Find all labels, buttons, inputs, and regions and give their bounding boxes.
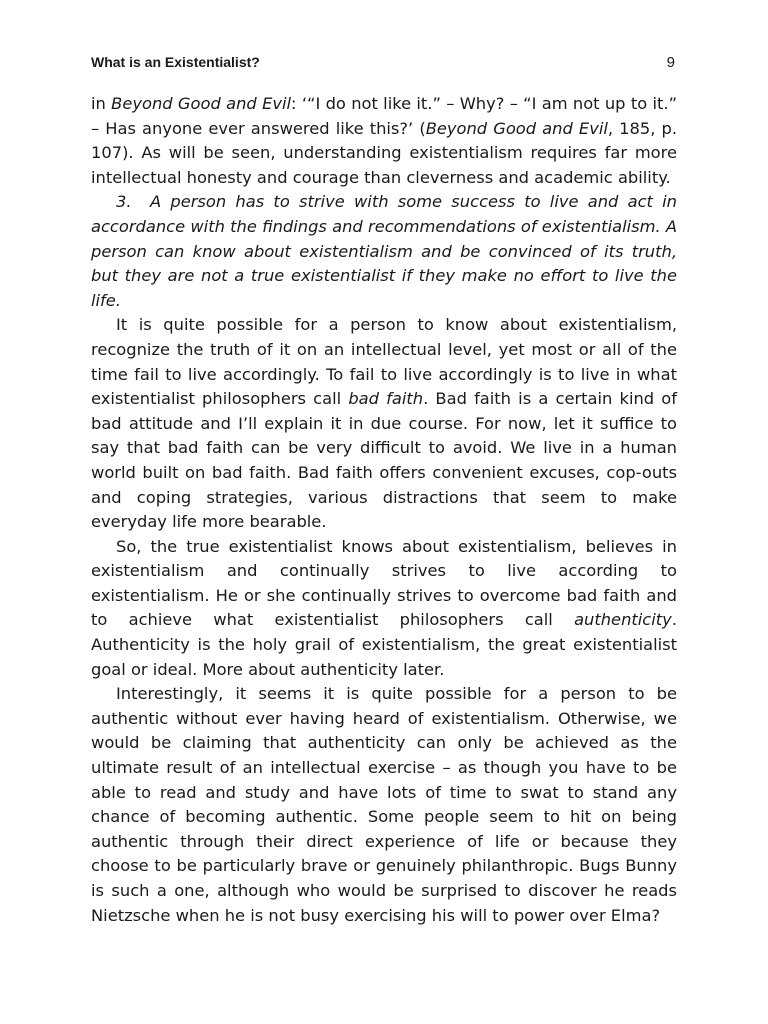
term-emphasis: authenticity [574,610,672,630]
text-run: So, the true existentialist knows about existentialism, believes in existentialism and continually strives to live according to existentialism. He or she continually strives to overcome bad faith and to achieve what existentialist philosophers call [91,536,677,630]
paragraph-authenticity [91,535,677,683]
term-emphasis: bad faith [348,389,424,409]
body-text [91,92,677,928]
running-title: What is an Existentialist? [91,54,260,70]
page-number: 9 [666,54,675,71]
running-header [91,54,677,78]
text-run: 3. A person has to strive with some success to live and act in accordance with the findings and recommendations of existentialism. A person can know about existentialism and be convinced of its truth, but they are not a true existentialist if they make no effort to live the life. [91,192,677,310]
text-run: : ‘“I do not like it.” – Why? – “I am not up to it.” – Has anyone ever answered like this?’ ( [91,94,678,138]
text-run: It is quite possible for a person to know about existentialism, recognize the truth of it on an intellectual level, yet most or all of the time fail to live accordingly. To fail to live accordingly is to live in what existentialist philosophers call [91,315,677,409]
numbered-point-3 [91,190,677,313]
paragraph-continuation [91,92,677,190]
paragraph-bugs-bunny [91,682,677,928]
text-run: in [91,94,112,113]
text-run: . Authenticity is the holy grail of existentialism, the great existentialist goal or ideal. More about authenticity later. [91,610,677,679]
book-title: Beyond Good and Evil [111,94,292,113]
book-title: Beyond Good and Evil [425,118,608,138]
text-run: Interestingly, it seems it is quite possible for a person to be authentic without ever having heard of existentialism. Otherwise, we would be claiming that authenticity can only be achieved as the ultimate result of an intellectual exercise – as though you have to be able to read and study and have lots of time to swat to stand any chance of becoming authentic. Some people seem to hit on being authentic through their direct experience of life or because they choose to be particularly brave or genuinely philanthropic. Bugs Bunny is such a one, although who would be surprised to discover he reads Nietzsche when he is not busy exercising his will to power over Elma? [91,684,677,925]
paragraph-bad-faith [91,313,677,534]
text-run: , 185, p. 107). As will be seen, understanding existentialism requires far more intellectual honesty and courage than cleverness and academic ability. [91,118,678,187]
book-page [91,54,677,928]
text-run: . Bad faith is a certain kind of bad attitude and I’ll explain it in due course. For now, let it suffice to say that bad faith can be very difficult to avoid. We live in a human world built on bad faith. Bad faith offers convenient excuses, cop-outs and coping strategies, various distractions that seem to make everyday life more bearable. [91,389,677,532]
